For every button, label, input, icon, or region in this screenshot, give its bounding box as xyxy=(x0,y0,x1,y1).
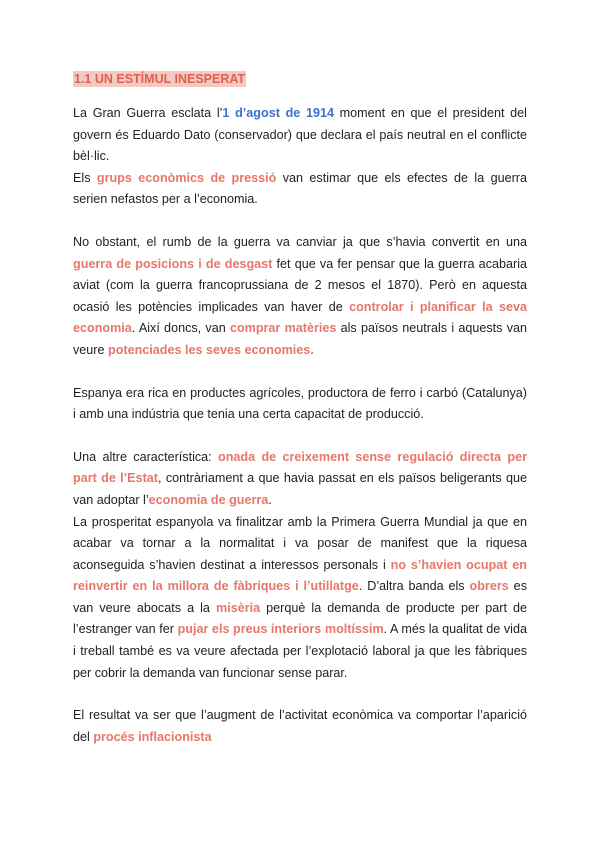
paragraph-1 xyxy=(73,103,527,168)
text: . D’altra banda els xyxy=(358,579,470,594)
section-heading: 1.1 UN ESTÍMUL INESPERAT xyxy=(74,72,246,86)
highlight: controlar i planificar la seva economia xyxy=(73,299,528,336)
text: Una altre característica: xyxy=(73,449,219,464)
highlight-date: 1 d’agost de 1914 xyxy=(222,106,334,120)
paragraph-2 xyxy=(73,168,527,211)
paragraph-7 xyxy=(73,705,527,748)
text: , contràriament a que havia passat en els països beligerants que van adoptar l’ xyxy=(73,471,528,507)
text: Espanya era rica en productes agrícoles, productora de ferro i carbó (Catalunya) i amb una indústria que tenia una certa capacitat de producció. xyxy=(73,385,527,422)
paragraph-4 xyxy=(73,383,527,426)
text: La prosperitat espanyola va finalitzar amb la Primera Guerra Mundial ja que en acabar va tornar a la normalitat i va posar de manifest que la riquesa aconseguida s’havien destinat a interessos personals i xyxy=(73,514,527,572)
text: . A més la qualitat de vida i treball també es va veure afectada per l’explotació laboral ja que les fàbriques per cobrir la demanda van funcionar sense parar. xyxy=(73,622,527,680)
highlight: grups econòmics de pressió xyxy=(96,170,277,185)
paragraph-5 xyxy=(73,447,527,512)
text: El resultat va ser que l’augment de l’activitat econòmica va comportar l’aparició del xyxy=(73,708,527,744)
text: No obstant, el rumb de la guerra va canviar ja que s’havia convertit en una xyxy=(73,234,527,249)
text: moment en que el president del govern és Eduardo Dato (conservador) que declara el país neutral en el conflicte bèl·lic. xyxy=(73,106,527,164)
text: als països neutrals i aquests van veure xyxy=(73,321,527,357)
highlight: potenciades les seves economies. xyxy=(108,342,314,357)
highlight: obrers xyxy=(469,579,509,594)
highlight: misèria xyxy=(216,600,261,615)
text: . Així doncs, van xyxy=(131,321,230,336)
text: es van veure abocats a la xyxy=(73,579,527,615)
text: perquè la demanda de producte per part de l’estranger van fer xyxy=(73,600,528,637)
highlight: no s’havien ocupat en reinvertir en la millora de fàbriques i l’utillatge xyxy=(73,557,527,594)
paragraph-3 xyxy=(73,232,527,362)
text: fet que va fer pensar que la guerra acabaria aviat (com la guerra francoprussiana de 2 mesos el 1870). Però en aquesta ocasió les potències implicades van haver de xyxy=(73,256,527,314)
paragraph-6 xyxy=(73,512,527,685)
text: . xyxy=(268,492,272,507)
text: La Gran Guerra esclata l’ xyxy=(73,106,223,120)
text: van estimar que els efectes de la guerra serien nefastos per a l’economia. xyxy=(73,170,527,207)
highlight: comprar matèries xyxy=(229,321,337,336)
highlight: onada de creixement sense regulació directa per part de l’Estat xyxy=(73,449,527,486)
highlight: economia de guerra xyxy=(148,492,269,507)
highlight: pujar els preus interiors moltíssim xyxy=(177,622,384,637)
text: Els xyxy=(73,170,97,185)
highlight: procés inflacionista xyxy=(93,729,212,744)
highlight: guerra de posicions i de desgast xyxy=(73,256,273,271)
